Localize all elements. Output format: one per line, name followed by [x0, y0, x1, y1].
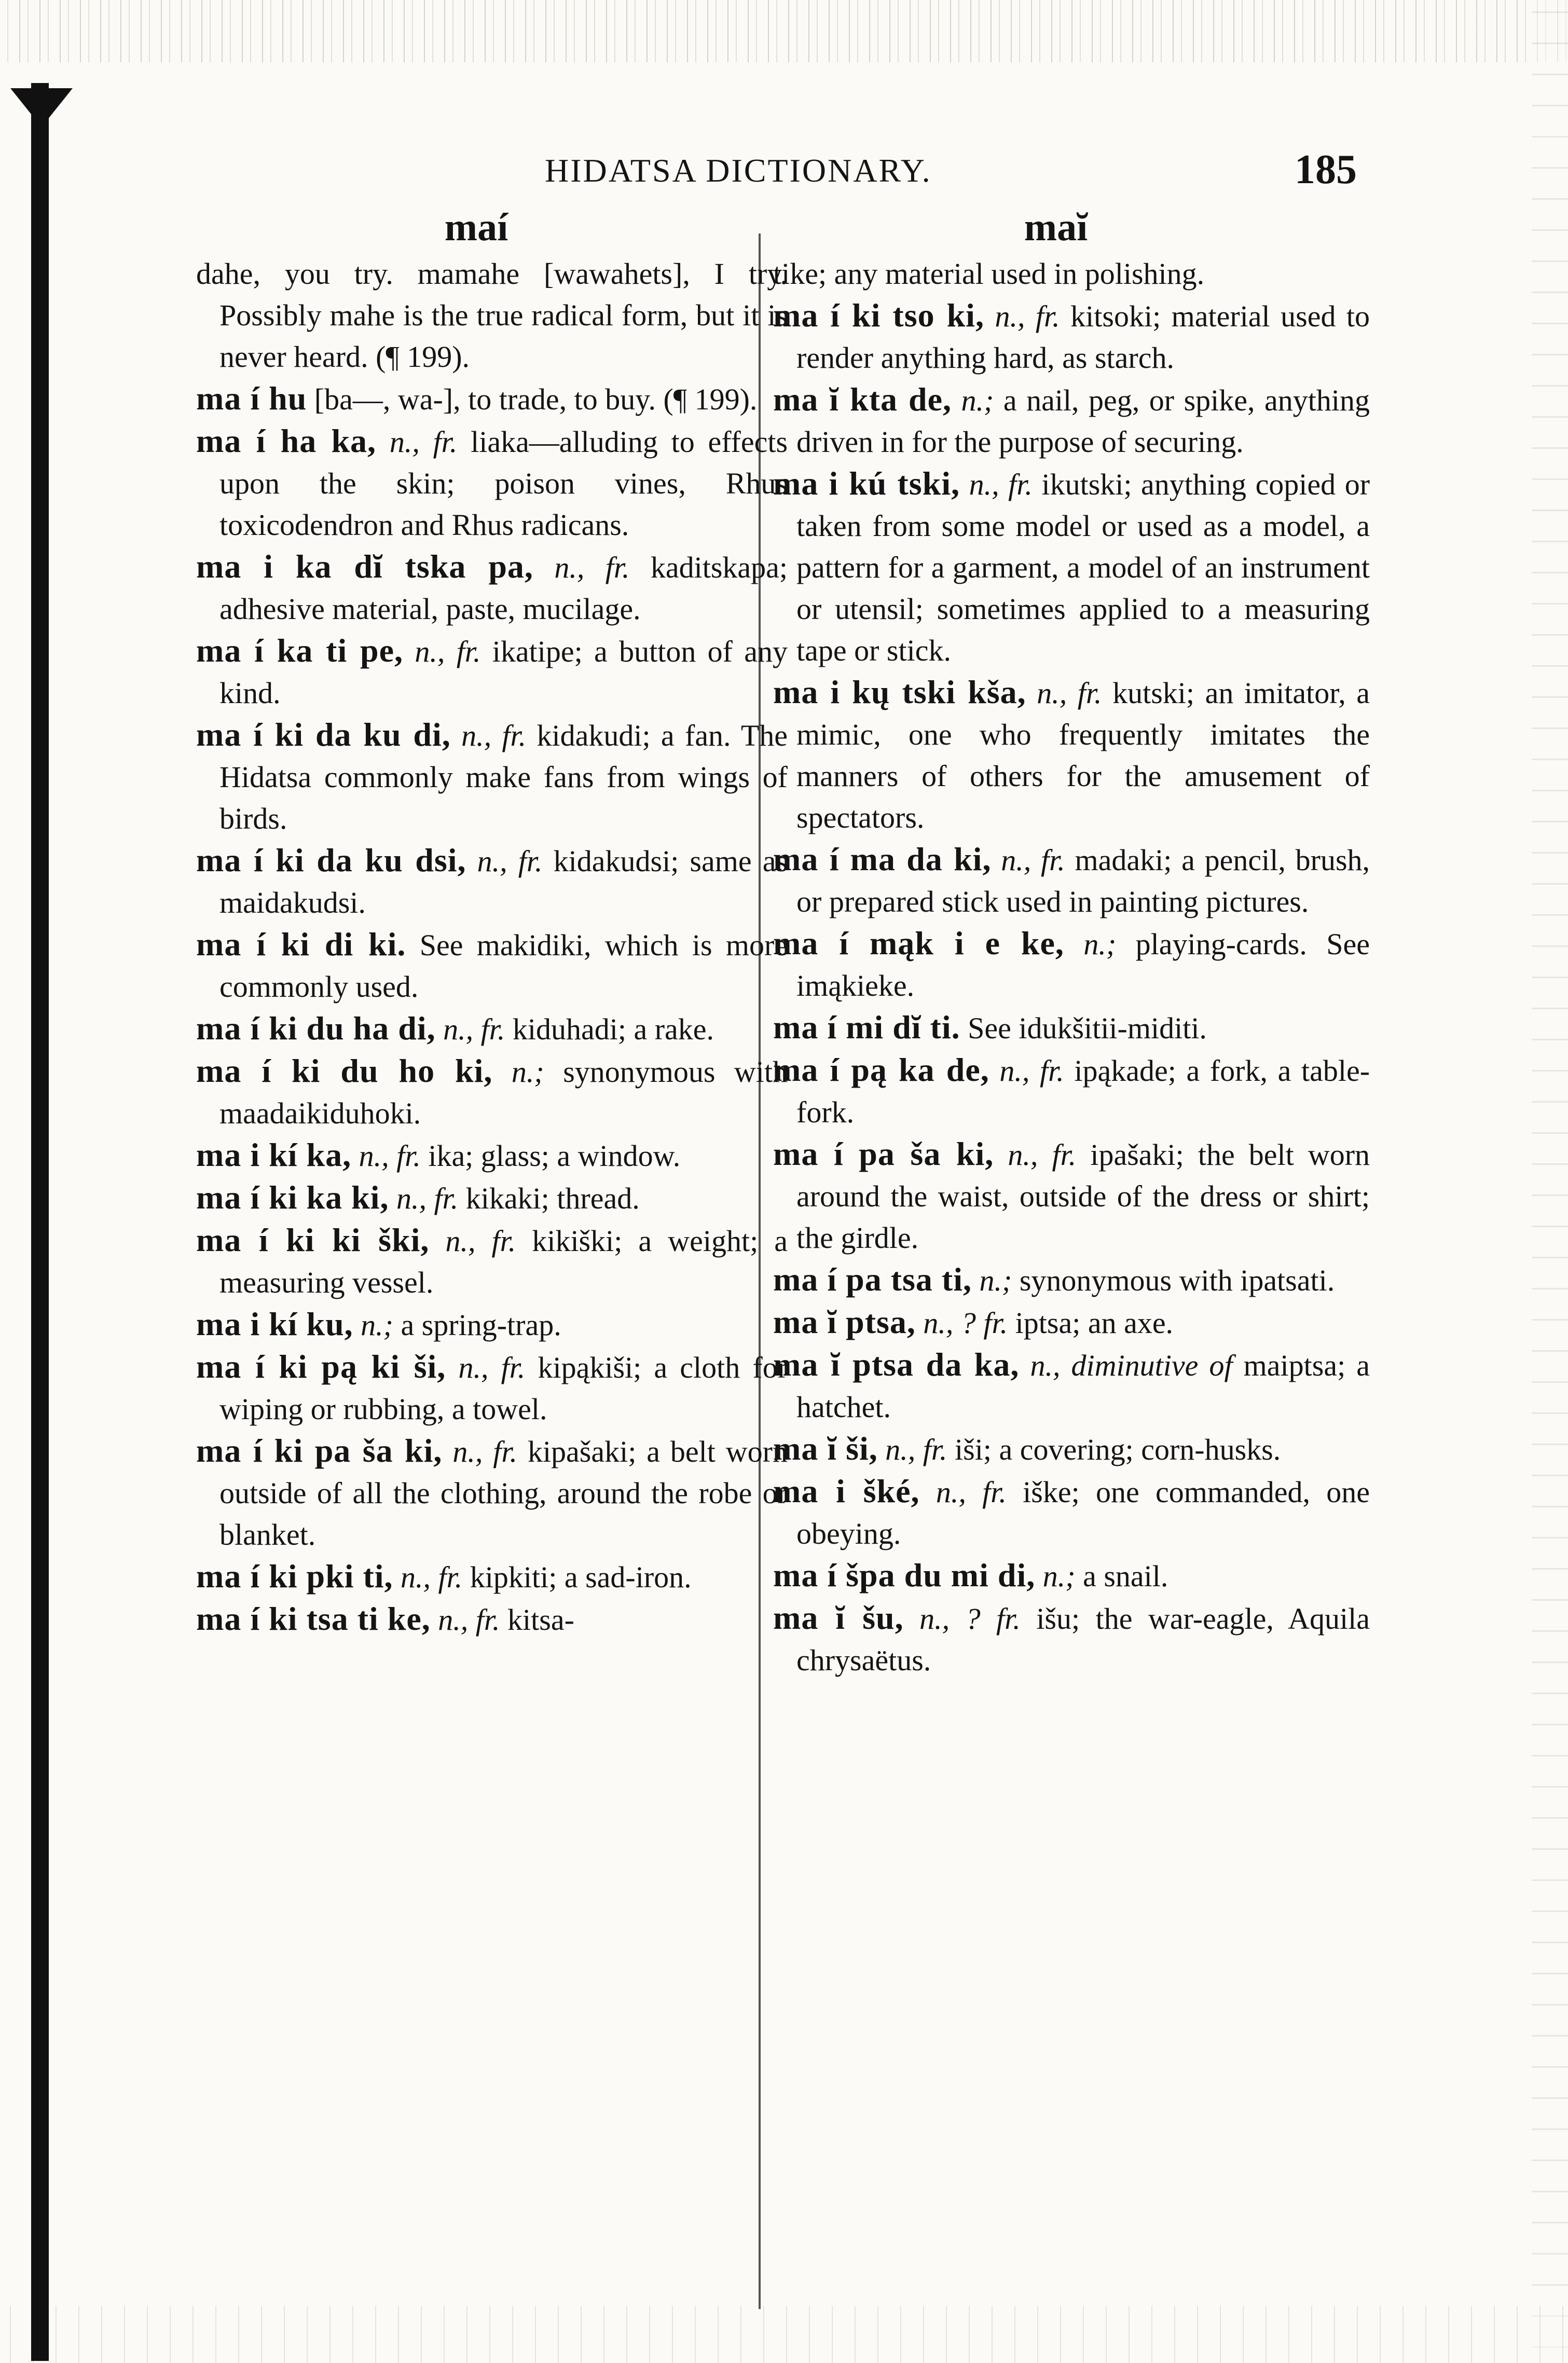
entry-definition: iši; a covering; corn-husks.	[955, 1433, 1281, 1466]
entry-grammar: n.;	[361, 1308, 393, 1342]
entry-grammar: n., fr.	[999, 1054, 1064, 1088]
entry-headword: ma í ki pą ki ši,	[196, 1348, 446, 1385]
dictionary-entry	[196, 378, 788, 420]
entry-headword: ma í mąk i e ke,	[773, 925, 1064, 961]
dictionary-entry	[196, 1050, 788, 1134]
entry-headword: ma í pa ša ki,	[773, 1135, 994, 1172]
entry-definition: ikutski; anything copied or taken from some model or used as a model, a pattern for a garment, a model of an instrument or utensil; sometimes applied to a measuring tape or stick.	[796, 468, 1370, 667]
dictionary-entry	[196, 924, 788, 1008]
entry-headword: ma ĭ ptsa,	[773, 1303, 916, 1340]
entry-grammar: n., fr.	[477, 844, 543, 878]
entry-definition: [ba—, wa-], to trade, to buy. (¶ 199).	[314, 382, 758, 416]
entry-headword: ma i ka dĭ tska pa,	[196, 548, 533, 585]
dictionary-entry	[773, 923, 1370, 1007]
dictionary-entry	[196, 1219, 788, 1303]
entry-definition: a spring-trap.	[401, 1308, 561, 1342]
entry-headword: ma í ki tsa ti ke,	[196, 1600, 431, 1637]
entry-definition: madaki; a pencil, brush, or prepared stick used in painting pictures.	[796, 843, 1370, 918]
entry-headword: ma i kú tski,	[773, 465, 960, 502]
entry-definition: iptsa; an axe.	[1015, 1306, 1174, 1340]
entry-headword: ma í ki da ku di,	[196, 716, 451, 753]
entry-headword: ma ĭ ši,	[773, 1430, 878, 1467]
dictionary-entry	[196, 1556, 788, 1598]
dictionary-entry	[773, 379, 1370, 463]
binding-spine	[31, 83, 49, 2361]
entry-headword: ma i kų tski kša,	[773, 674, 1026, 710]
entry-grammar: n., fr.	[438, 1603, 500, 1637]
dictionary-entry	[196, 252, 788, 378]
dictionary-entry	[773, 839, 1370, 923]
entry-headword: ma í ma da ki,	[773, 841, 992, 877]
entry-headword: ma í ki du ho ki,	[196, 1052, 493, 1089]
entry-definition: kaditskapa; adhesive material, paste, mucilage.	[219, 551, 788, 626]
entry-definition: dahe, you try. mamahe [wawahets], I try. Possibly mahe is the true radical form, but it is never heard. (¶ 199).	[196, 257, 788, 374]
right-column	[773, 202, 1370, 1681]
page-number: 185	[1295, 147, 1357, 193]
entry-definition: kikaki; thread.	[465, 1182, 640, 1215]
entry-grammar: n., ? fr.	[923, 1306, 1008, 1340]
dictionary-entry	[773, 1301, 1370, 1344]
entry-grammar: n., fr.	[936, 1475, 1007, 1509]
entry-definition: kidakudi; a fan. The Hidatsa commonly make fans from wings of birds.	[219, 719, 788, 835]
dictionary-entry	[773, 295, 1370, 379]
entry-definition: ikatipe; a button of any kind.	[219, 635, 788, 710]
dictionary-entry	[773, 1471, 1370, 1555]
dictionary-entry	[196, 1177, 788, 1219]
dictionary-entry	[196, 1598, 788, 1641]
entry-definition: liaka—alluding to effects upon the skin; poison vines, Rhus toxicodendron and Rhus radicans.	[219, 425, 788, 542]
entry-grammar: n., fr.	[1008, 1138, 1077, 1172]
entry-definition: iške; one commanded, one obeying.	[796, 1475, 1370, 1550]
entry-definition: kipąkiši; a cloth for wiping or rubbing, a towel.	[219, 1351, 788, 1426]
entry-headword: ma í pa tsa ti,	[773, 1261, 972, 1298]
entry-definition: playing-cards. See imąkieke.	[796, 927, 1370, 1002]
entry-headword: ma i kí ka,	[196, 1136, 352, 1173]
dictionary-entry	[196, 840, 788, 924]
dictionary-entry	[196, 420, 788, 546]
entry-grammar: n., fr.	[359, 1139, 421, 1173]
dictionary-entry	[196, 1134, 788, 1177]
entry-headword: ma í mi dĭ ti.	[773, 1009, 960, 1046]
entry-headword: ma í ki pa ša ki,	[196, 1432, 443, 1469]
dictionary-entry	[773, 1259, 1370, 1301]
dictionary-entry	[196, 630, 788, 714]
entry-definition: ipąkade; a fork, a table-fork.	[796, 1054, 1370, 1129]
entry-definition: synonymous with ipatsati.	[1019, 1263, 1335, 1297]
entry-headword: ma i kí ku,	[196, 1306, 353, 1342]
entry-grammar: n., fr.	[396, 1182, 459, 1215]
page-right-edge	[1532, 0, 1568, 2363]
dictionary-entry	[196, 1430, 788, 1556]
entry-headword: ma í ki di ki.	[196, 926, 406, 963]
entry-grammar: n., ? fr.	[919, 1602, 1021, 1636]
dictionary-entry	[196, 714, 788, 840]
entry-grammar: n., fr.	[389, 425, 458, 459]
entry-headword: ma í ki ki ški,	[196, 1221, 430, 1258]
entry-definition: kikiški; a weight; a measuring vessel.	[219, 1224, 788, 1299]
entry-headword: ma ĭ šu,	[773, 1599, 904, 1636]
entry-headword: ma ĭ ptsa da ka,	[773, 1346, 1020, 1383]
entry-definition: See idukšitii-miditi.	[968, 1011, 1207, 1045]
entry-definition: a snail.	[1083, 1559, 1168, 1593]
entry-definition: kitsoki; material used to render anything hard, as starch.	[796, 299, 1370, 375]
entry-headword: ma í ki tso ki,	[773, 297, 984, 334]
dictionary-entry	[196, 1303, 788, 1346]
left-guide-word: maí	[444, 205, 508, 249]
entry-grammar: n., fr.	[885, 1433, 947, 1466]
dictionary-entry	[773, 1555, 1370, 1597]
entry-grammar: n., fr.	[415, 635, 481, 668]
dictionary-entry	[196, 546, 788, 630]
entry-grammar: n., fr.	[1001, 843, 1065, 877]
dictionary-entry	[773, 1007, 1370, 1049]
entry-definition: tike; any material used in polishing.	[773, 257, 1205, 291]
entry-definition: maiptsa; a hatchet.	[796, 1349, 1370, 1424]
entry-grammar: n., fr.	[445, 1224, 516, 1258]
dictionary-entry	[773, 463, 1370, 671]
right-entry-list	[773, 252, 1370, 1681]
entry-definition: a nail, peg, or spike, anything driven in for the purpose of securing.	[796, 383, 1370, 459]
entry-definition: kipašaki; a belt worn outside of all the clothing, around the robe or blanket.	[219, 1435, 788, 1551]
left-entry-list	[196, 252, 788, 1641]
entry-headword: ma í ka ti pe,	[196, 632, 404, 669]
entry-headword: ma ĭ kta de,	[773, 381, 952, 418]
entry-grammar: n.;	[979, 1263, 1012, 1297]
entry-headword: ma í ki pki ti,	[196, 1558, 393, 1595]
entry-definition: kidakudsi; same as maidakudsi.	[219, 844, 788, 919]
entry-definition: kitsa-	[507, 1603, 574, 1637]
entry-headword: ma í ki da ku dsi,	[196, 842, 466, 878]
entry-grammar: n.;	[961, 383, 994, 417]
entry-grammar: n., fr.	[1037, 676, 1102, 710]
dictionary-entry	[196, 1346, 788, 1430]
dictionary-entry	[196, 1008, 788, 1050]
page-bottom-edge	[0, 2306, 1568, 2363]
dictionary-entry	[773, 671, 1370, 839]
dictionary-entry	[773, 1133, 1370, 1259]
entry-definition: išu; the war-eagle, Aquila chrysaëtus.	[796, 1602, 1370, 1677]
entry-headword: ma í ha ka,	[196, 422, 377, 459]
entry-definition: synonymous with maadaikiduhoki.	[219, 1055, 788, 1130]
entry-grammar: n., fr.	[969, 468, 1033, 501]
entry-grammar: n., fr.	[461, 719, 527, 752]
entry-headword: ma í hu	[196, 380, 307, 417]
entry-grammar: n., fr.	[443, 1012, 505, 1046]
left-column	[196, 202, 788, 1641]
entry-definition: kipkiti; a sad-iron.	[470, 1560, 692, 1594]
entry-grammar: n., fr.	[554, 551, 630, 584]
entry-grammar: n., fr.	[995, 299, 1060, 333]
dictionary-entry	[773, 1344, 1370, 1428]
dictionary-entry	[773, 1597, 1370, 1681]
entry-definition: kutski; an imitator, a mimic, one who frequently imitates the manners of others for the amusement of spectators.	[796, 676, 1370, 834]
entry-headword: ma í ki ka ki,	[196, 1179, 389, 1216]
entry-headword: ma i šké,	[773, 1473, 920, 1509]
entry-grammar: n.;	[1083, 927, 1117, 961]
entry-headword: ma í pą ka de,	[773, 1051, 989, 1088]
dictionary-entry	[773, 1428, 1370, 1471]
entry-definition: ika; glass; a window.	[428, 1139, 681, 1173]
entry-definition: ipašaki; the belt worn around the waist, outside of the dress or shirt; the girdle.	[796, 1138, 1370, 1255]
right-guide-word: maĭ	[1024, 205, 1088, 249]
entry-definition: kiduhadi; a rake.	[512, 1012, 714, 1046]
dictionary-entry	[773, 1049, 1370, 1133]
entry-grammar: n., fr.	[452, 1435, 518, 1468]
entry-grammar: n.;	[511, 1055, 544, 1089]
entry-headword: ma í špa du mi di,	[773, 1557, 1036, 1593]
entry-definition: See makidiki, which is more commonly used.	[219, 928, 788, 1004]
entry-grammar: n., fr.	[458, 1351, 526, 1384]
entry-grammar: n., diminutive of	[1030, 1349, 1233, 1382]
page-top-edge	[0, 0, 1568, 62]
entry-headword: ma í ki du ha di,	[196, 1010, 436, 1047]
dictionary-entry	[773, 252, 1370, 295]
entry-grammar: n., fr.	[401, 1560, 463, 1594]
running-head: HIDATSA DICTIONARY.	[545, 152, 932, 189]
entry-grammar: n.;	[1042, 1559, 1076, 1593]
